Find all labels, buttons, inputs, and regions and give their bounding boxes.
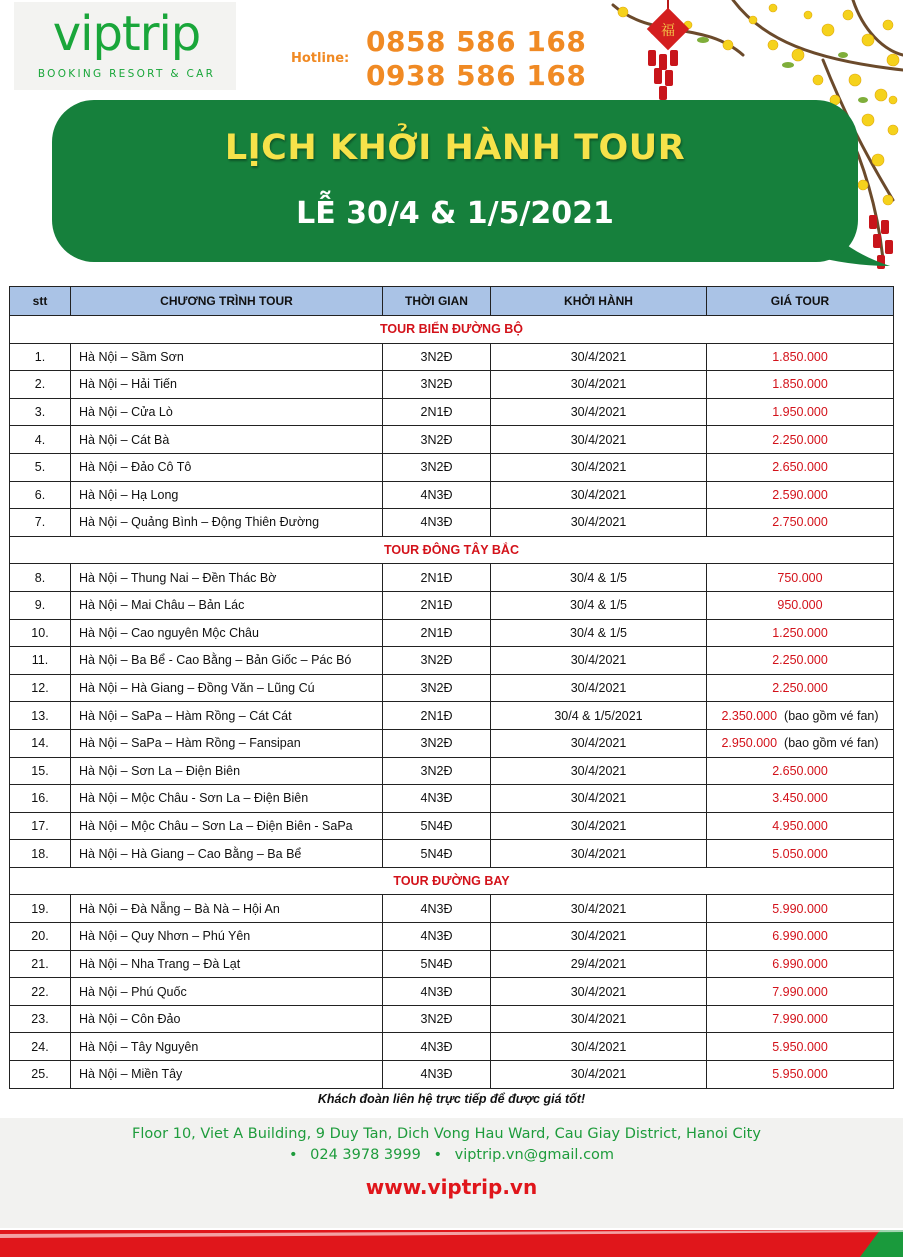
row-number: 9.: [10, 591, 71, 619]
departure-date: 30/4/2021: [491, 398, 707, 426]
table-row: [10, 785, 894, 813]
svg-text:福: 福: [661, 23, 675, 39]
brand-logo: [14, 2, 236, 90]
departure-date: 30/4/2021: [491, 757, 707, 785]
price-cell: [707, 729, 894, 757]
table-row: [10, 1061, 894, 1089]
banner-background: [52, 100, 858, 262]
tour-name: Hà Nội – Cát Bà: [71, 426, 383, 454]
row-number: 4.: [10, 426, 71, 454]
tour-name: Hà Nội – Hà Giang – Đồng Văn – Lũng Cú: [71, 674, 383, 702]
tour-duration: 4N3Đ: [383, 895, 491, 923]
tour-duration: 3N2Đ: [383, 647, 491, 675]
tour-price: 5.050.000: [772, 846, 828, 861]
tour-price: 6.990.000: [772, 956, 828, 971]
tour-duration: 2N1Đ: [383, 564, 491, 592]
tour-name: Hà Nội – Tây Nguyên: [71, 1033, 383, 1061]
row-number: 7.: [10, 509, 71, 537]
row-number: 20.: [10, 923, 71, 951]
departure-date: 30/4/2021: [491, 1005, 707, 1033]
tour-duration: 2N1Đ: [383, 702, 491, 730]
tour-duration: 3N2Đ: [383, 674, 491, 702]
row-number: 1.: [10, 343, 71, 371]
table-row: [10, 812, 894, 840]
tour-name: Hà Nội – Đà Nẵng – Bà Nà – Hội An: [71, 895, 383, 923]
table-row: [10, 647, 894, 675]
tour-duration: 3N2Đ: [383, 453, 491, 481]
tour-name: Hà Nội – SaPa – Hàm Rồng – Fansipan: [71, 729, 383, 757]
row-number: 5.: [10, 453, 71, 481]
table-row: [10, 1005, 894, 1033]
banner-subtitle: LỄ 30/4 & 1/5/2021: [296, 196, 614, 231]
price-cell: [707, 398, 894, 426]
tour-duration: 3N2Đ: [383, 729, 491, 757]
price-cell: [707, 1061, 894, 1089]
row-number: 21.: [10, 950, 71, 978]
price-cell: [707, 619, 894, 647]
tour-duration: 5N4Đ: [383, 840, 491, 868]
tour-duration: 3N2Đ: [383, 1005, 491, 1033]
tour-duration: 5N4Đ: [383, 812, 491, 840]
departure-date: 29/4/2021: [491, 950, 707, 978]
tour-price: 7.990.000: [772, 1012, 828, 1027]
price-cell: [707, 564, 894, 592]
departure-date: 30/4/2021: [491, 674, 707, 702]
tour-name: Hà Nội – Phú Quốc: [71, 978, 383, 1006]
table-row: [10, 840, 894, 868]
table-body: [10, 316, 894, 1089]
tour-price: 5.950.000: [772, 1067, 828, 1082]
table-row: [10, 729, 894, 757]
row-number: 18.: [10, 840, 71, 868]
row-number: 15.: [10, 757, 71, 785]
tour-duration: 4N3Đ: [383, 785, 491, 813]
price-cell: [707, 950, 894, 978]
price-cell: [707, 591, 894, 619]
tour-name: Hà Nội – Côn Đảo: [71, 1005, 383, 1033]
departure-date: 30/4/2021: [491, 785, 707, 813]
section-header-row: [10, 867, 894, 895]
tour-schedule-table: [9, 286, 894, 1089]
tour-price: 4.950.000: [772, 818, 828, 833]
tour-name: Hà Nội – Ba Bể - Cao Bằng – Bản Giốc – Pác Bó: [71, 647, 383, 675]
price-cell: [707, 509, 894, 537]
row-number: 22.: [10, 978, 71, 1006]
tour-duration: 4N3Đ: [383, 1061, 491, 1089]
header-stt: stt: [10, 287, 71, 316]
tour-price: 2.250.000: [772, 432, 828, 447]
tour-duration: 4N3Đ: [383, 978, 491, 1006]
price-note: (bao gồm vé fan): [784, 708, 879, 723]
tour-price: 7.990.000: [772, 984, 828, 999]
price-cell: [707, 840, 894, 868]
departure-date: 30/4/2021: [491, 1033, 707, 1061]
tour-price: 950.000: [777, 598, 823, 613]
logo-text: viptrip: [52, 6, 201, 62]
price-cell: [707, 674, 894, 702]
price-cell: [707, 923, 894, 951]
departure-date: 30/4/2021: [491, 453, 707, 481]
tour-price: 2.650.000: [772, 763, 828, 778]
table-row: [10, 702, 894, 730]
tour-price: 2.250.000: [772, 653, 828, 668]
tour-duration: 3N2Đ: [383, 757, 491, 785]
price-cell: [707, 978, 894, 1006]
table-row: [10, 343, 894, 371]
departure-date: 30/4 & 1/5: [491, 619, 707, 647]
tour-price: 5.990.000: [772, 901, 828, 916]
tour-price: 2.250.000: [772, 681, 828, 696]
table-row: [10, 398, 894, 426]
tour-name: Hà Nội – Đảo Cô Tô: [71, 453, 383, 481]
tour-price: 2.650.000: [772, 460, 828, 475]
logo-tagline: BOOKING RESORT & CAR: [37, 68, 216, 80]
row-number: 6.: [10, 481, 71, 509]
tour-price: 1.850.000: [772, 349, 828, 364]
bullet-2: •: [433, 1147, 442, 1163]
table-row: [10, 509, 894, 537]
tour-price: 1.850.000: [772, 377, 828, 392]
phone-number[interactable]: 024 3978 3999: [310, 1147, 421, 1163]
price-cell: [707, 647, 894, 675]
tour-name: Hà Nội – Nha Trang – Đà Lạt: [71, 950, 383, 978]
price-cell: [707, 757, 894, 785]
hotline-number-1: 0858 586 168: [366, 25, 587, 58]
departure-date: 30/4/2021: [491, 509, 707, 537]
table-row: [10, 674, 894, 702]
departure-date: 30/4/2021: [491, 895, 707, 923]
table-row: [10, 591, 894, 619]
tour-duration: 2N1Đ: [383, 398, 491, 426]
header-departure: KHỞI HÀNH: [491, 287, 707, 316]
header-tour-program: CHƯƠNG TRÌNH TOUR: [71, 287, 383, 316]
tour-name: Hà Nội – SaPa – Hàm Rồng – Cát Cát: [71, 702, 383, 730]
section-header-row: [10, 536, 894, 564]
tour-duration: 4N3Đ: [383, 923, 491, 951]
row-number: 3.: [10, 398, 71, 426]
row-number: 10.: [10, 619, 71, 647]
table-row: [10, 619, 894, 647]
tour-duration: 2N1Đ: [383, 591, 491, 619]
email-address[interactable]: viptrip.vn@gmail.com: [454, 1147, 615, 1163]
tour-name: Hà Nội – Cao nguyên Mộc Châu: [71, 619, 383, 647]
table-row: [10, 923, 894, 951]
table-row: [10, 481, 894, 509]
tour-price: 750.000: [777, 570, 823, 585]
tour-price: 5.950.000: [772, 1039, 828, 1054]
departure-date: 30/4/2021: [491, 343, 707, 371]
departure-date: 30/4 & 1/5: [491, 564, 707, 592]
price-cell: [707, 702, 894, 730]
table-row: [10, 426, 894, 454]
tour-price: 3.450.000: [772, 791, 828, 806]
hotline-number-2: 0938 586 168: [366, 59, 587, 92]
tour-name: Hà Nội – Hà Giang – Cao Bằng – Ba Bể: [71, 840, 383, 868]
row-number: 13.: [10, 702, 71, 730]
tour-duration: 4N3Đ: [383, 1033, 491, 1061]
table-row: [10, 950, 894, 978]
departure-date: 30/4/2021: [491, 371, 707, 399]
table-row: [10, 1033, 894, 1061]
tour-name: Hà Nội – Hạ Long: [71, 481, 383, 509]
section-title: TOUR BIỂN ĐƯỜNG BỘ: [10, 316, 894, 344]
tour-duration: 2N1Đ: [383, 619, 491, 647]
departure-date: 30/4 & 1/5: [491, 591, 707, 619]
tour-duration: 4N3Đ: [383, 481, 491, 509]
tour-price: 1.950.000: [772, 405, 828, 420]
website-link[interactable]: www.viptrip.vn: [365, 1175, 538, 1199]
tour-name: Hà Nội – Cửa Lò: [71, 398, 383, 426]
section-header-row: [10, 316, 894, 344]
departure-date: 30/4/2021: [491, 1061, 707, 1089]
price-cell: [707, 895, 894, 923]
row-number: 14.: [10, 729, 71, 757]
departure-date: 30/4/2021: [491, 923, 707, 951]
price-cell: [707, 371, 894, 399]
departure-date: 30/4/2021: [491, 426, 707, 454]
tour-name: Hà Nội – Miền Tây: [71, 1061, 383, 1089]
banner-title: LỊCH KHỞI HÀNH TOUR: [224, 128, 686, 168]
tour-price: 2.950.000: [721, 736, 778, 751]
row-number: 12.: [10, 674, 71, 702]
tour-name: Hà Nội – Mai Châu – Bản Lác: [71, 591, 383, 619]
departure-date: 30/4/2021: [491, 729, 707, 757]
bullet-1: •: [288, 1147, 298, 1163]
tour-duration: 3N2Đ: [383, 426, 491, 454]
price-cell: [707, 812, 894, 840]
tour-name: Hà Nội – Sơn La – Điện Biên: [71, 757, 383, 785]
tour-name: Hà Nội – Quảng Bình – Động Thiên Đường: [71, 509, 383, 537]
row-number: 19.: [10, 895, 71, 923]
tour-price: 2.350.000: [721, 708, 778, 723]
tour-name: Hà Nội – Mộc Châu – Sơn La – Điện Biên - SaPa: [71, 812, 383, 840]
price-cell: [707, 426, 894, 454]
title-banner: [52, 100, 892, 270]
table-row: [10, 978, 894, 1006]
row-number: 11.: [10, 647, 71, 675]
row-number: 24.: [10, 1033, 71, 1061]
price-cell: [707, 785, 894, 813]
header-price: GIÁ TOUR: [707, 287, 894, 316]
section-title: TOUR ĐÔNG TÂY BẮC: [10, 536, 894, 564]
departure-date: 30/4/2021: [491, 840, 707, 868]
table-row: [10, 564, 894, 592]
tour-price: 6.990.000: [772, 929, 828, 944]
tour-name: Hà Nội – Thung Nai – Đền Thác Bờ: [71, 564, 383, 592]
table-row: [10, 453, 894, 481]
row-number: 17.: [10, 812, 71, 840]
tour-price: 2.750.000: [772, 515, 828, 530]
tour-name: Hà Nội – Sầm Sơn: [71, 343, 383, 371]
group-contact-note: Khách đoàn liên hệ trực tiếp để được giá tốt!: [317, 1092, 586, 1106]
table-header-row: [10, 287, 894, 316]
departure-date: 30/4/2021: [491, 647, 707, 675]
tour-duration: 3N2Đ: [383, 343, 491, 371]
tour-duration: 5N4Đ: [383, 950, 491, 978]
table-row: [10, 371, 894, 399]
price-cell: [707, 1005, 894, 1033]
row-number: 25.: [10, 1061, 71, 1089]
price-cell: [707, 481, 894, 509]
row-number: 8.: [10, 564, 71, 592]
footer-color-bar: [0, 1230, 903, 1257]
row-number: 2.: [10, 371, 71, 399]
price-cell: [707, 453, 894, 481]
tour-name: Hà Nội – Mộc Châu - Sơn La – Điện Biên: [71, 785, 383, 813]
price-note: (bao gồm vé fan): [784, 736, 879, 751]
company-address: Floor 10, Viet A Building, 9 Duy Tan, Dich Vong Hau Ward, Cau Giay District, Hanoi City: [132, 1126, 761, 1142]
departure-date: 30/4/2021: [491, 481, 707, 509]
row-number: 23.: [10, 1005, 71, 1033]
hotline-label: Hotline:: [291, 51, 350, 66]
tour-duration: 3N2Đ: [383, 371, 491, 399]
tour-price: 2.590.000: [772, 487, 828, 502]
tour-name: Hà Nội – Hải Tiến: [71, 371, 383, 399]
departure-date: 30/4/2021: [491, 812, 707, 840]
tour-price: 1.250.000: [772, 625, 828, 640]
price-cell: [707, 343, 894, 371]
tour-name: Hà Nội – Quy Nhơn – Phú Yên: [71, 923, 383, 951]
price-cell: [707, 1033, 894, 1061]
table-row: [10, 757, 894, 785]
table-row: [10, 895, 894, 923]
row-number: 16.: [10, 785, 71, 813]
tour-duration: 4N3Đ: [383, 509, 491, 537]
section-title: TOUR ĐƯỜNG BAY: [10, 867, 894, 895]
departure-date: 30/4 & 1/5/2021: [491, 702, 707, 730]
departure-date: 30/4/2021: [491, 978, 707, 1006]
contact-line: [0, 1147, 903, 1163]
header-duration: THỜI GIAN: [383, 287, 491, 316]
